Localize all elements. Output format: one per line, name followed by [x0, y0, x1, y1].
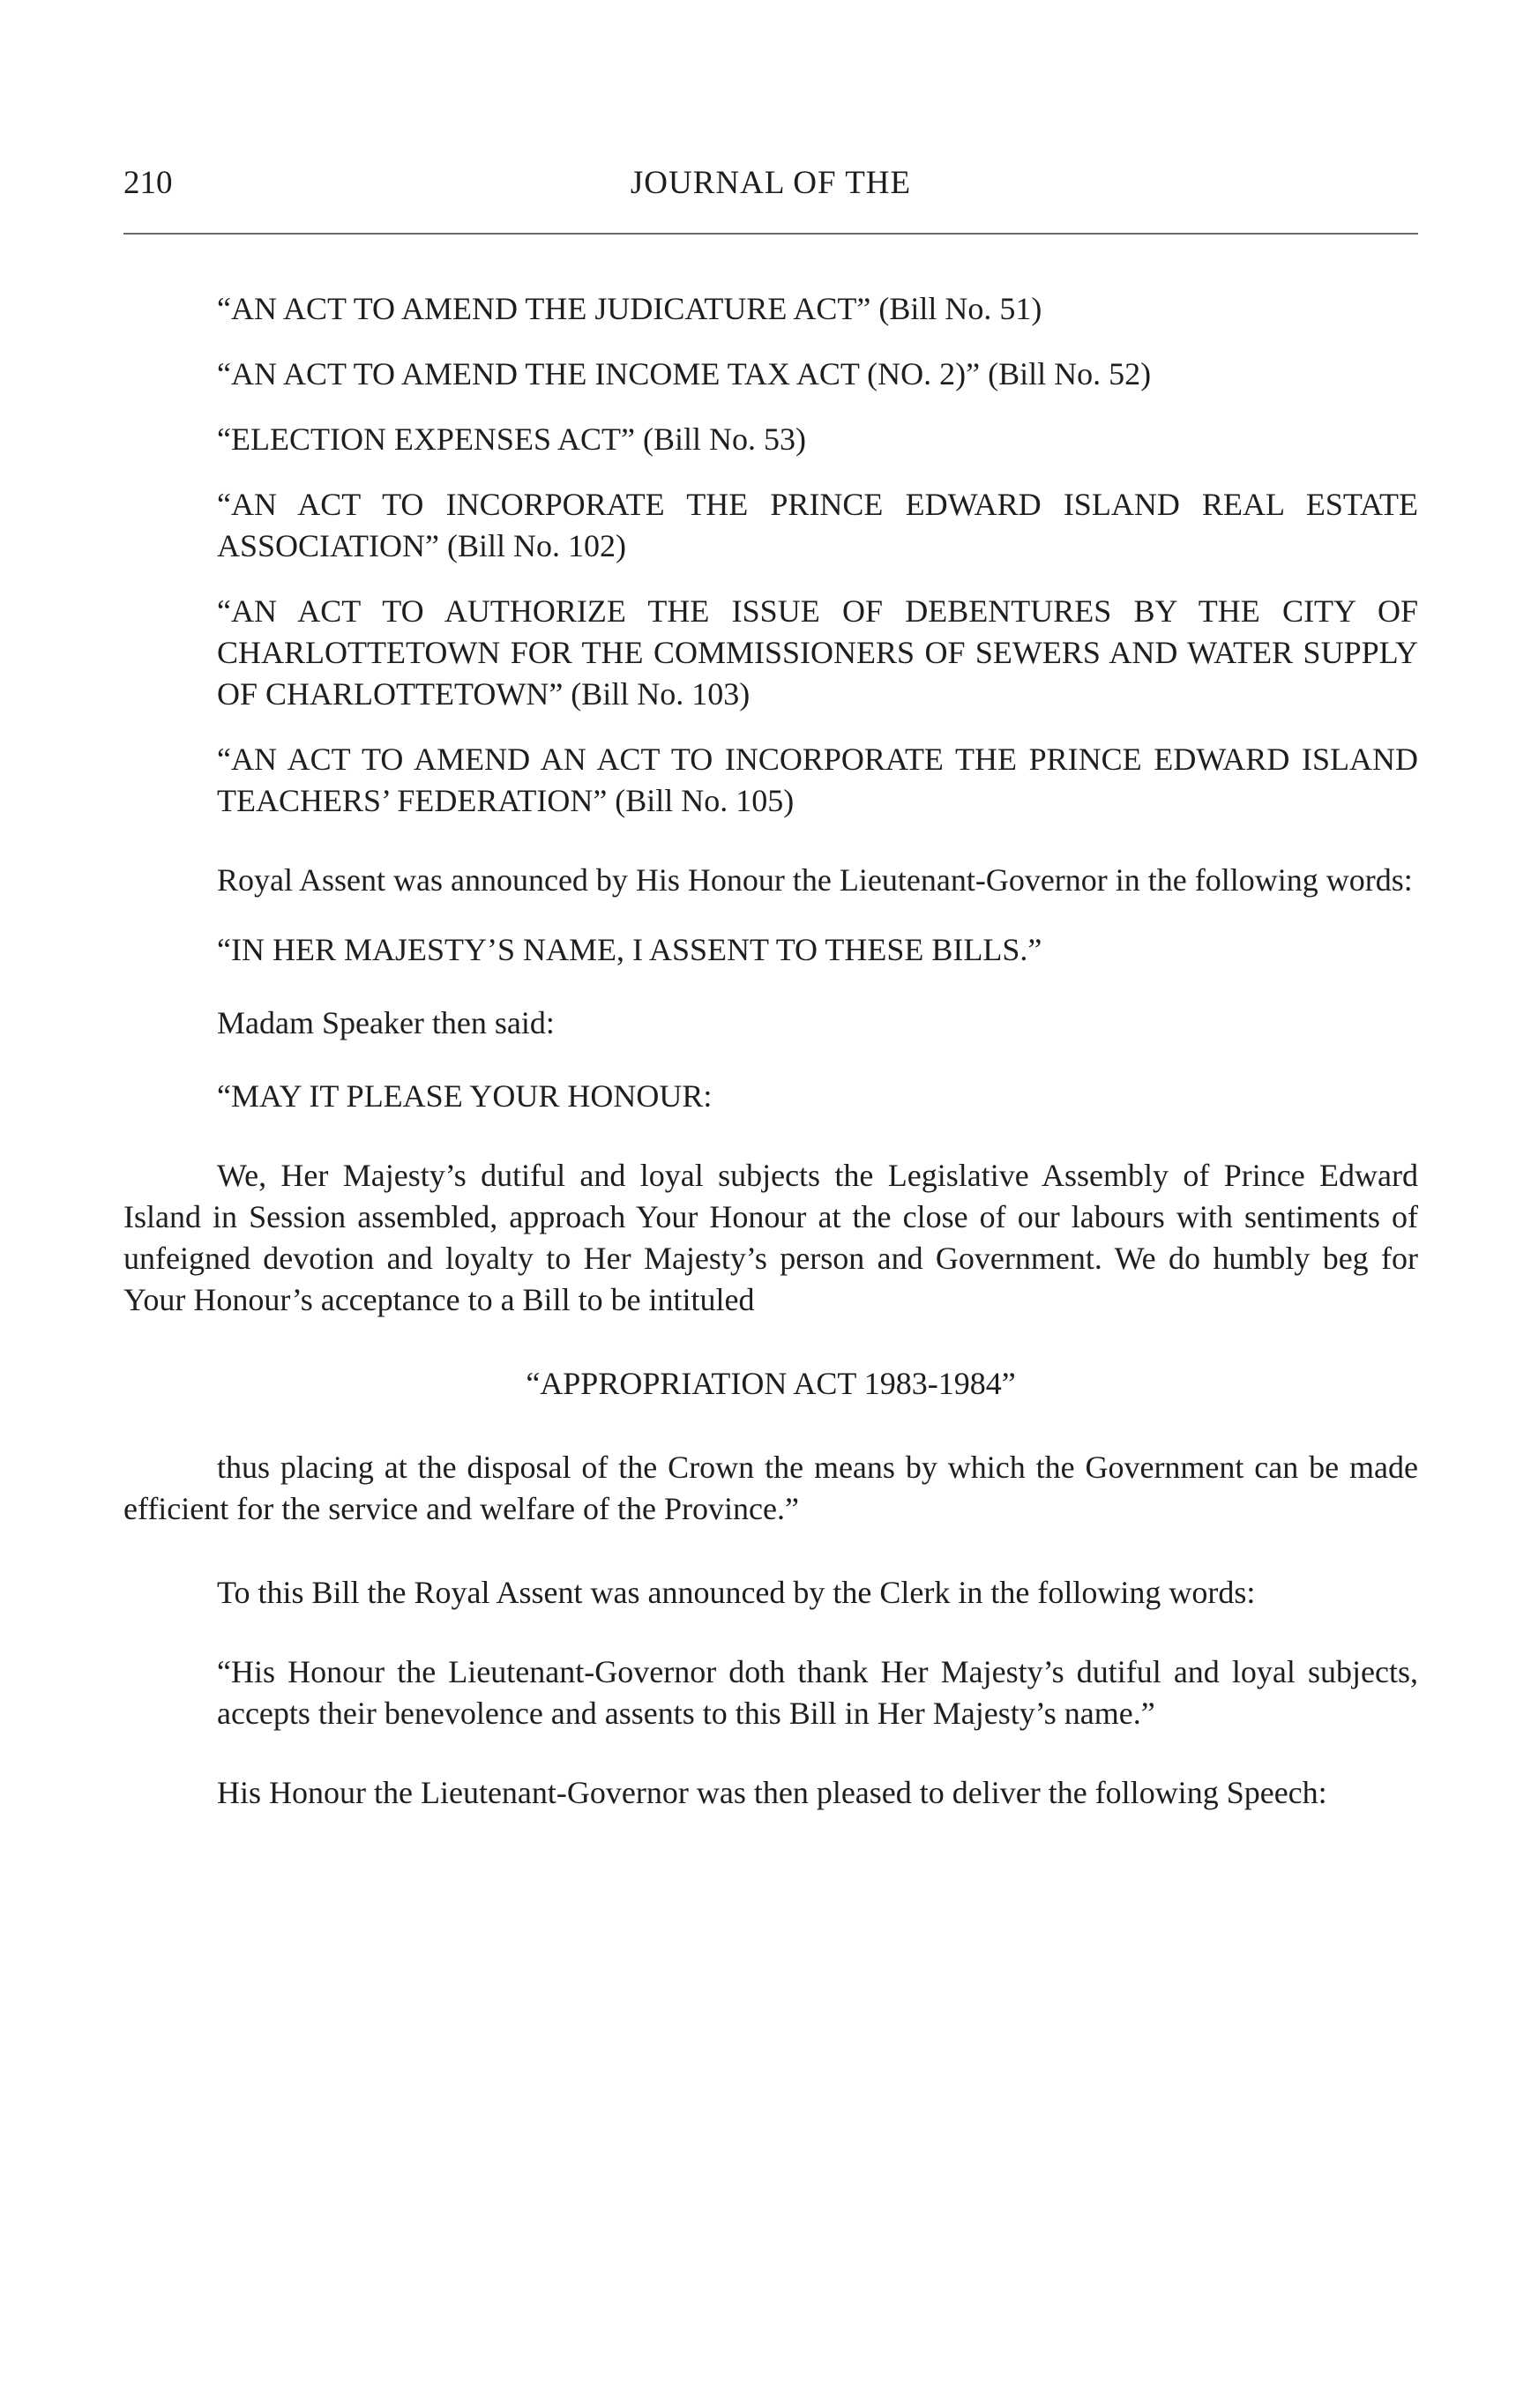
page-header [123, 164, 1418, 208]
speaker-address: “MAY IT PLEASE YOUR HONOUR: [217, 1078, 713, 1114]
page-number: 210 [123, 165, 173, 201]
running-title: JOURNAL OF THE [630, 165, 912, 201]
bill-102: “AN ACT TO INCORPORATE THE PRINCE EDWARD ISLAND REAL ESTATE ASSOCIATION” (Bill No. 102) [217, 487, 1418, 563]
speaker-paragraph: We, Her Majesty’s dutiful and loyal subjects the Legislative Assembly of Prince Edward Island in Session assembled, approach Your Honour at the close of our labours with sentiments of unfeigned devotion and loyalty to Her Majesty’s person and Government. We do humbly beg for Your Honour’s acceptance to a Bill to be intituled [123, 1158, 1418, 1317]
speaker-intro: Madam Speaker then said: [217, 1005, 555, 1040]
bill-103: “AN ACT TO AUTHORIZE THE ISSUE OF DEBENTURES BY THE CITY OF CHARLOTTETOWN FOR THE COMMISSIONERS OF SEWERS AND WATER SUPPLY OF CHARLOTTETOWN” (Bill No. 103) [217, 593, 1418, 712]
speech-intro: His Honour the Lieutenant-Governor was then pleased to deliver the following Speech: [217, 1775, 1327, 1810]
bill-51: “AN ACT TO AMEND THE JUDICATURE ACT” (Bill No. 51) [217, 291, 1042, 326]
assent-words: “IN HER MAJESTY’S NAME, I ASSENT TO THESE BILLS.” [217, 932, 1042, 967]
bill-105: “AN ACT TO AMEND AN ACT TO INCORPORATE THE PRINCE EDWARD ISLAND TEACHERS’ FEDERATION” (Bill No. 105) [217, 742, 1418, 818]
bill-52: “AN ACT TO AMEND THE INCOME TAX ACT (NO. 2)” (Bill No. 52) [217, 356, 1152, 391]
page-body [123, 288, 1418, 1814]
clerk-intro: To this Bill the Royal Assent was announced by the Clerk in the following words: [217, 1575, 1256, 1610]
clerk-words: “His Honour the Lieutenant-Governor doth thank Her Majesty’s dutiful and loyal subjects, accepts their benevolence and assents to this Bill in Her Majesty’s name.” [217, 1654, 1418, 1731]
disposal-paragraph: thus placing at the disposal of the Crown the means by which the Government can be made efficient for the service and welfare of the Province.” [123, 1450, 1418, 1526]
appropriation-title: “APPROPRIATION ACT 1983-1984” [526, 1366, 1016, 1401]
royal-assent-intro: Royal Assent was announced by His Honour the Lieutenant-Governor in the following words: [217, 862, 1413, 898]
bill-53: “ELECTION EXPENSES ACT” (Bill No. 53) [217, 421, 806, 457]
header-rule [123, 233, 1418, 235]
